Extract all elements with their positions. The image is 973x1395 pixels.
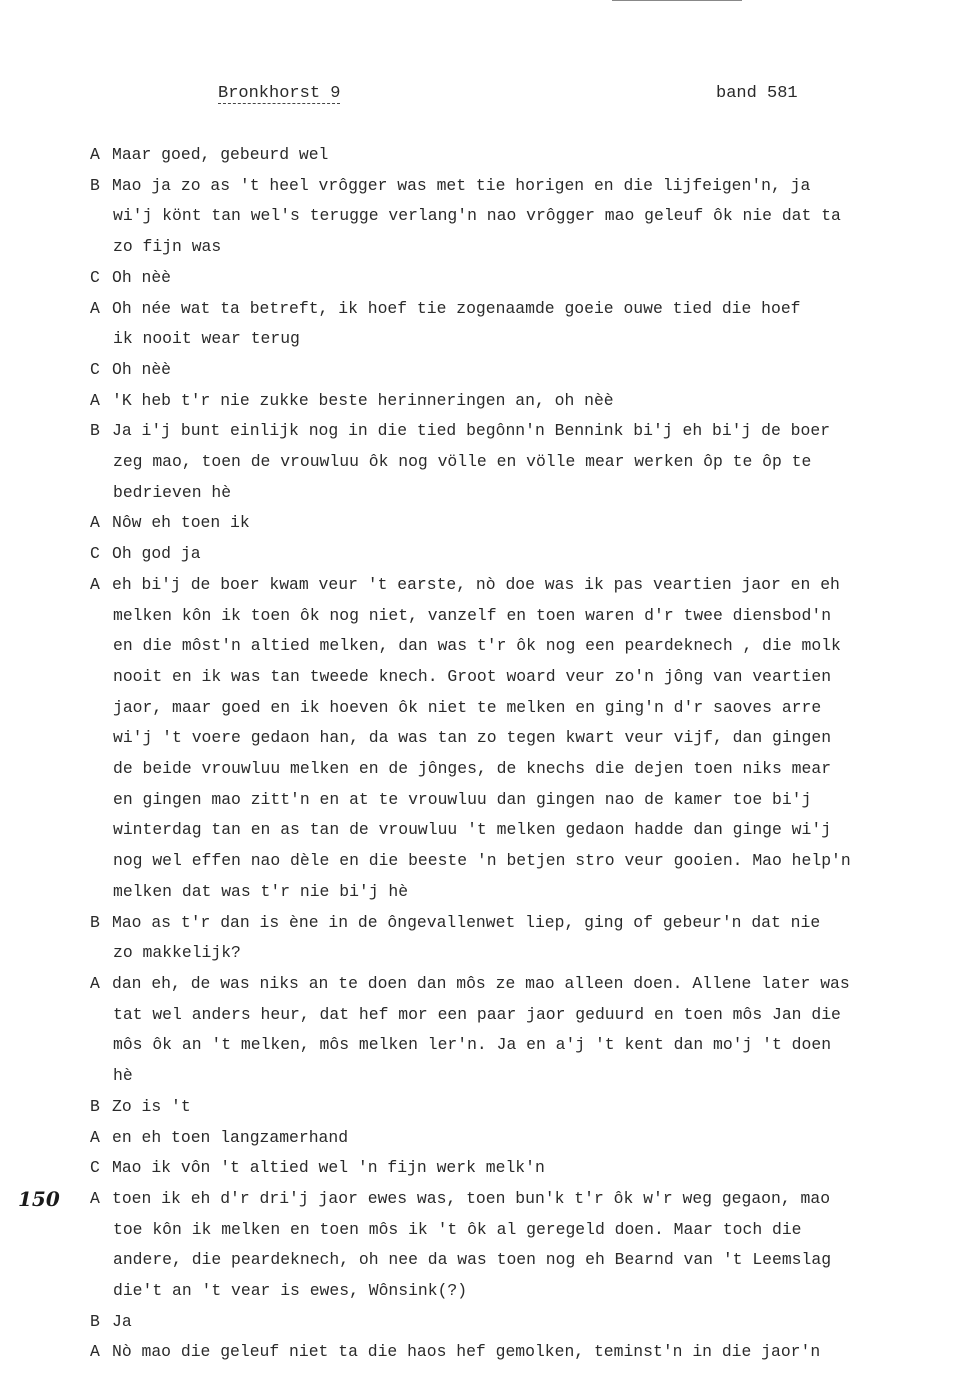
speaker-label: C: [90, 267, 100, 287]
speaker-label: A: [90, 1188, 100, 1208]
speaker-label: B: [90, 1096, 100, 1116]
speaker-label: A: [90, 574, 100, 594]
transcript-turn: [0, 1337, 973, 1368]
transcript-turn: [0, 969, 973, 1092]
transcript-line: Mao ik vôn 't altied wel 'n fijn werk melk'n: [112, 1158, 545, 1178]
transcript-line: môs ôk an 't melken, môs melken ler'n. Ja en a'j 't kent dan mo'j 't doen: [113, 1035, 832, 1055]
transcript-line: wi'j 't voere gedaon han, da was tan zo tegen kwart veur vijf, dan gingen: [113, 728, 832, 748]
transcript-turn: [0, 1123, 973, 1154]
transcript-line: en gingen mao zitt'n en at te vrouwluu dan gingen nao de kamer toe bi'j: [113, 789, 812, 809]
transcript-turn: [0, 386, 973, 417]
transcript-line: toe kôn ik melken en toen môs ik 't ôk al geregeld doen. Maar toch die: [113, 1219, 802, 1239]
transcript-line: Oh nèè: [112, 359, 172, 379]
margin-note: 150: [18, 1186, 60, 1211]
transcript-line: Zo is 't: [112, 1096, 191, 1116]
transcript-line: Mao as t'r dan is ène in de ôngevallenwet liep, ging of gebeur'n dat nie: [112, 912, 821, 932]
transcript-line: bedrieven hè: [113, 482, 232, 502]
transcript-line: winterdag tan en as tan de vrouwluu 't melken gedaon hadde dan ginge wi'j: [113, 820, 832, 840]
transcript-turn: [0, 908, 973, 969]
transcript-turn: [0, 1092, 973, 1123]
transcript-line: tat wel anders heur, dat hef mor een paar jaor geduurd en toen môs Jan die: [113, 1004, 841, 1024]
transcript-turn: [0, 294, 973, 355]
speaker-label: B: [90, 421, 100, 441]
page-header: [0, 84, 973, 108]
transcript-line: toen ik eh d'r dri'j jaor ewes was, toen bun'k t'r ôk w'r weg gegaon, mao: [112, 1188, 831, 1208]
transcript-line: zeg mao, toen de vrouwluu ôk nog völle en völle mear werken ôp te ôp te: [113, 452, 812, 472]
transcript-body: [0, 140, 973, 1368]
speaker-label: C: [90, 1158, 100, 1178]
speaker-label: A: [90, 513, 100, 533]
transcript-line: eh bi'j de boer kwam veur 't earste, nò doe was ik pas veartien jaor en eh: [112, 574, 840, 594]
transcript-turn: [0, 1184, 973, 1307]
speaker-label: B: [90, 912, 100, 932]
transcript-line: nog wel effen nao dèle en die beeste 'n betjen stro veur gooien. Mao help'n: [113, 851, 851, 871]
speaker-label: A: [90, 145, 100, 164]
transcript-line: Mao ja zo as 't heel vrôgger was met tie horigen en die lijfeigen'n, ja: [112, 175, 811, 195]
speaker-label: B: [90, 175, 100, 195]
transcript-line: jaor, maar goed en ik hoeven ôk niet te melken en ging'n d'r saoves arre: [113, 697, 822, 717]
transcript-line: en eh toen langzamerhand: [112, 1127, 349, 1147]
speaker-label: A: [90, 973, 100, 993]
transcript-line: nooit en ik was tan tweede knech. Groot woard veur zo'n jông van veartien: [113, 666, 832, 686]
transcript-line: Oh nèè: [112, 267, 172, 287]
transcript-line: Maar goed, gebeurd wel: [112, 145, 329, 164]
transcript-line: de beide vrouwluu melken en de jônges, de knechs die dejen toen niks mear: [113, 759, 832, 779]
speaker-label: A: [90, 1127, 100, 1147]
transcript-line: zo makkelijk?: [113, 943, 241, 963]
speaker-label: A: [90, 298, 100, 318]
transcript-turn: [0, 570, 973, 908]
transcript-turn: [0, 539, 973, 570]
transcript-line: en die môst'n altied melken, dan was t'r ôk nog een peardeknech , die molk: [113, 636, 841, 656]
transcript-line: 'K heb t'r nie zukke beste herinneringen an, oh nèè: [112, 390, 614, 410]
speaker-label: A: [90, 1342, 100, 1362]
speaker-label: C: [90, 359, 100, 379]
transcript-line: andere, die peardeknech, oh nee da was toen nog eh Bearnd van 't Leemslag: [113, 1250, 832, 1270]
transcript-turn: [0, 508, 973, 539]
transcript-turn: [0, 1307, 973, 1338]
header-tape-number: band 581: [716, 84, 798, 103]
transcript-line: dan eh, de was niks an te doen dan môs ze mao alleen doen. Allene later was: [112, 973, 850, 993]
top-rule: [612, 0, 742, 3]
transcript-turn: [0, 140, 973, 171]
transcript-line: ik nooit wear terug: [113, 329, 300, 349]
transcript-line: Oh god ja: [112, 544, 201, 564]
transcript-line: Oh née wat ta betreft, ik hoef tie zogenaamde goeie ouwe tied die hoef: [112, 298, 801, 318]
speaker-label: B: [90, 1311, 100, 1331]
transcript-line: Nôw eh toen ik: [112, 513, 250, 533]
transcript-line: hè: [113, 1066, 133, 1086]
transcript-line: melken dat was t'r nie bi'j hè: [113, 881, 409, 901]
transcript-line: melken kôn ik toen ôk nog niet, vanzelf en toen waren d'r twee diensbod'n: [113, 605, 832, 625]
transcript-turn: [0, 171, 973, 263]
transcript-line: die't an 't vear is ewes, Wônsink(?): [113, 1281, 468, 1301]
transcript-turn: [0, 1153, 973, 1184]
transcript-turn: [0, 416, 973, 508]
transcript-line: zo fijn was: [113, 237, 222, 257]
transcript-line: Ja i'j bunt einlijk nog in die tied begônn'n Bennink bi'j eh bi'j de boer: [112, 421, 831, 441]
transcript-turn: [0, 355, 973, 386]
transcript-turn: [0, 263, 973, 294]
transcript-line: wi'j könt tan wel's terugge verlang'n nao vrôgger mao geleuf ôk nie dat ta: [113, 206, 841, 226]
speaker-label: A: [90, 390, 100, 410]
header-title: Bronkhorst 9: [218, 84, 341, 103]
transcript-line: Nò mao die geleuf niet ta die haos hef gemolken, teminst'n in die jaor'n: [112, 1342, 821, 1362]
speaker-label: C: [90, 544, 100, 564]
transcript-line: Ja: [112, 1311, 132, 1331]
